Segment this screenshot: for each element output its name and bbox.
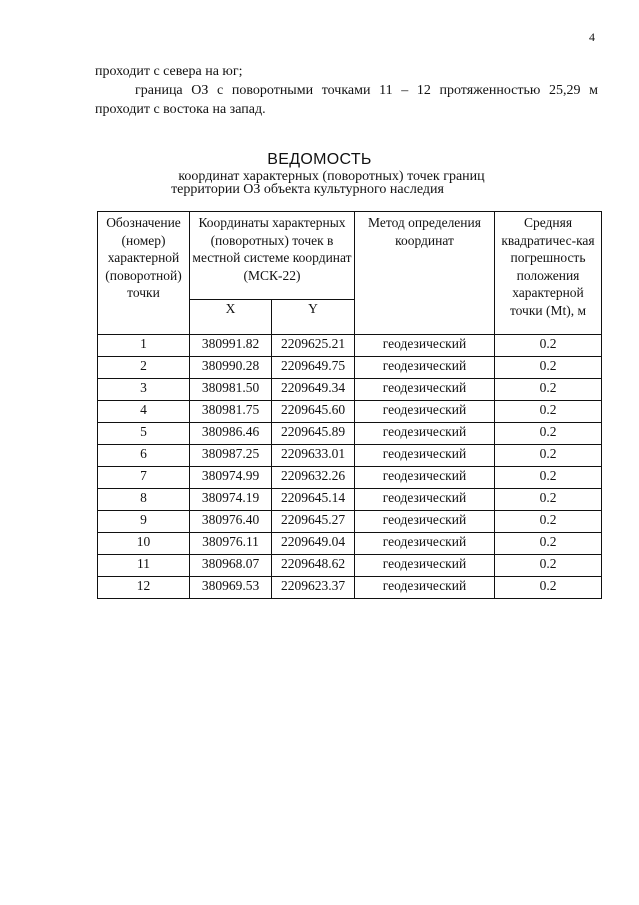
intro-word: 11 — [379, 83, 393, 98]
cell-y: 2209649.04 — [272, 533, 355, 555]
header-y: Y — [272, 300, 355, 335]
cell-point-number: 12 — [98, 577, 190, 599]
table-row — [98, 489, 602, 511]
table-row — [98, 357, 602, 379]
cell-error: 0.2 — [495, 423, 602, 445]
cell-point-number: 1 — [98, 335, 190, 357]
header-coordinates: Координаты характерных (поворотных) точек в местной системе координат (МСК-22) — [190, 212, 355, 300]
header-error: Средняя квадратичес-кая погрешность положения характерной точки (Mt), м — [495, 212, 602, 335]
page-number: 4 — [589, 30, 595, 44]
cell-method: геодезический — [355, 555, 495, 577]
table-row — [98, 379, 602, 401]
cell-point-number: 4 — [98, 401, 190, 423]
cell-y: 2209649.34 — [272, 379, 355, 401]
intro-word: протяженностью — [439, 83, 541, 98]
table-row — [98, 577, 602, 599]
intro-word: м — [589, 83, 598, 98]
cell-error: 0.2 — [495, 533, 602, 555]
document-subtitle-line-2: территории ОЗ объекта культурного наследия — [171, 182, 444, 197]
cell-x: 380990.28 — [190, 357, 272, 379]
cell-point-number: 6 — [98, 445, 190, 467]
cell-method: геодезический — [355, 533, 495, 555]
cell-error: 0.2 — [495, 489, 602, 511]
cell-error: 0.2 — [495, 577, 602, 599]
cell-point-number: 11 — [98, 555, 190, 577]
header-method: Метод определения координат — [355, 212, 495, 335]
cell-error: 0.2 — [495, 379, 602, 401]
cell-method: геодезический — [355, 489, 495, 511]
cell-point-number: 8 — [98, 489, 190, 511]
header-designation: Обозначение (номер) характерной (поворотной) точки — [98, 212, 190, 335]
cell-x: 380974.99 — [190, 467, 272, 489]
cell-error: 0.2 — [495, 445, 602, 467]
cell-method: геодезический — [355, 467, 495, 489]
cell-y: 2209645.60 — [272, 401, 355, 423]
cell-method: геодезический — [355, 511, 495, 533]
cell-y: 2209623.37 — [272, 577, 355, 599]
cell-point-number: 3 — [98, 379, 190, 401]
cell-x: 380987.25 — [190, 445, 272, 467]
intro-word: с — [217, 83, 224, 98]
cell-x: 380974.19 — [190, 489, 272, 511]
cell-error: 0.2 — [495, 511, 602, 533]
intro-word: ОЗ — [191, 83, 209, 98]
table-header-row — [98, 212, 602, 300]
document-subtitle-line-1: координат характерных (поворотных) точек границ — [178, 169, 485, 184]
cell-y: 2209649.75 — [272, 357, 355, 379]
cell-method: геодезический — [355, 335, 495, 357]
cell-method: геодезический — [355, 357, 495, 379]
cell-x: 380981.50 — [190, 379, 272, 401]
intro-line-2 — [135, 81, 598, 100]
table-row — [98, 423, 602, 445]
cell-method: геодезический — [355, 577, 495, 599]
cell-point-number: 2 — [98, 357, 190, 379]
header-x: X — [190, 300, 272, 335]
cell-x: 380976.40 — [190, 511, 272, 533]
cell-x: 380968.07 — [190, 555, 272, 577]
intro-word: граница — [135, 83, 183, 98]
cell-y: 2209625.21 — [272, 335, 355, 357]
intro-word: точками — [321, 83, 371, 98]
cell-y: 2209645.89 — [272, 423, 355, 445]
cell-y: 2209648.62 — [272, 555, 355, 577]
cell-method: геодезический — [355, 401, 495, 423]
table-row — [98, 467, 602, 489]
intro-line-1: проходит с севера на юг; — [95, 64, 243, 79]
cell-x: 380981.75 — [190, 401, 272, 423]
cell-y: 2209645.27 — [272, 511, 355, 533]
intro-word: поворотными — [231, 83, 314, 98]
cell-y: 2209633.01 — [272, 445, 355, 467]
cell-x: 380976.11 — [190, 533, 272, 555]
cell-error: 0.2 — [495, 467, 602, 489]
intro-word: – — [401, 83, 409, 98]
table-row — [98, 445, 602, 467]
cell-point-number: 7 — [98, 467, 190, 489]
cell-point-number: 10 — [98, 533, 190, 555]
table-row — [98, 401, 602, 423]
cell-x: 380991.82 — [190, 335, 272, 357]
cell-x: 380986.46 — [190, 423, 272, 445]
cell-y: 2209645.14 — [272, 489, 355, 511]
table-row — [98, 533, 602, 555]
intro-word: 12 — [416, 83, 431, 98]
cell-y: 2209632.26 — [272, 467, 355, 489]
table-row — [98, 335, 602, 357]
cell-method: геодезический — [355, 423, 495, 445]
cell-error: 0.2 — [495, 335, 602, 357]
cell-point-number: 5 — [98, 423, 190, 445]
document-title: ВЕДОМОСТЬ — [267, 151, 372, 168]
coordinates-table — [97, 211, 602, 599]
cell-point-number: 9 — [98, 511, 190, 533]
cell-error: 0.2 — [495, 357, 602, 379]
cell-error: 0.2 — [495, 401, 602, 423]
cell-method: геодезический — [355, 379, 495, 401]
cell-error: 0.2 — [495, 555, 602, 577]
table-row — [98, 555, 602, 577]
cell-method: геодезический — [355, 445, 495, 467]
table-row — [98, 511, 602, 533]
intro-line-3: проходит с востока на запад. — [95, 102, 266, 117]
cell-x: 380969.53 — [190, 577, 272, 599]
intro-word: 25,29 — [549, 83, 581, 98]
